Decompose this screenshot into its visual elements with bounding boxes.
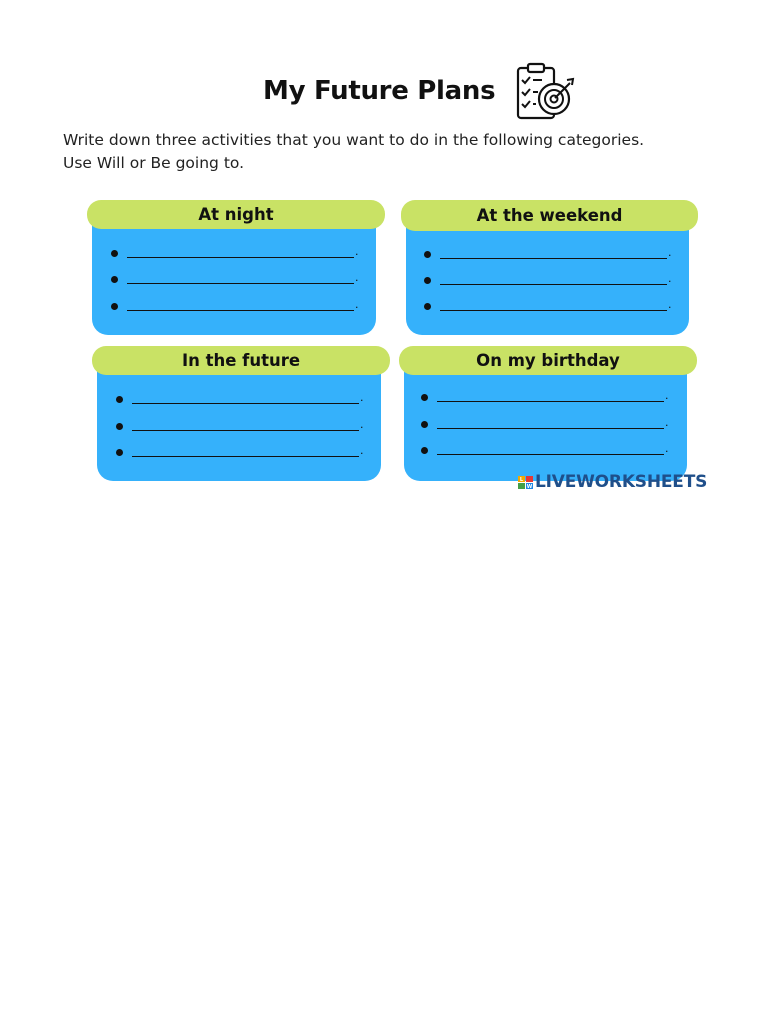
line-period: .	[355, 245, 359, 258]
bullet-icon	[116, 423, 123, 430]
answer-blank[interactable]	[437, 428, 664, 429]
card-at-the-weekend	[401, 200, 698, 336]
bullet-icon	[116, 449, 123, 456]
answer-blank[interactable]	[127, 257, 354, 258]
answer-blank[interactable]	[132, 456, 359, 457]
line-period: .	[668, 272, 672, 285]
card-header	[401, 200, 698, 231]
card-header	[92, 346, 390, 375]
instructions	[63, 129, 723, 175]
answer-line[interactable]	[424, 248, 674, 262]
answer-line[interactable]	[424, 300, 674, 314]
title-row	[0, 62, 768, 126]
card-label: In the future	[181, 351, 301, 370]
card-on-my-birthday	[399, 346, 697, 482]
watermark-text: LIVEWORKSHEETS	[535, 472, 708, 492]
line-period: .	[665, 389, 669, 402]
card-header	[399, 346, 697, 375]
logo-letter-l: L	[519, 477, 524, 483]
answer-line[interactable]	[111, 300, 361, 314]
answer-blank[interactable]	[132, 403, 359, 404]
bullet-icon	[111, 250, 118, 257]
bullet-icon	[421, 421, 428, 428]
bullet-icon	[424, 277, 431, 284]
bullet-icon	[111, 303, 118, 310]
answer-blank[interactable]	[437, 401, 664, 402]
answer-blank[interactable]	[127, 283, 354, 284]
answer-blank[interactable]	[440, 284, 667, 285]
answer-blank[interactable]	[440, 258, 667, 259]
answer-line[interactable]	[421, 444, 671, 458]
line-period: .	[668, 298, 672, 311]
answer-blank[interactable]	[437, 454, 664, 455]
answer-blank[interactable]	[440, 310, 667, 311]
answer-line[interactable]	[111, 247, 361, 261]
line-period: .	[665, 442, 669, 455]
answer-line[interactable]	[111, 273, 361, 287]
card-in-the-future	[92, 346, 390, 482]
line-period: .	[360, 418, 364, 431]
bullet-icon	[421, 394, 428, 401]
answer-line[interactable]	[116, 420, 366, 434]
card-label: At the weekend	[476, 206, 623, 225]
card-label: On my birthday	[476, 351, 620, 370]
liveworksheets-logo-icon	[518, 476, 534, 490]
line-period: .	[668, 246, 672, 259]
answer-line[interactable]	[421, 418, 671, 432]
answer-line[interactable]	[424, 274, 674, 288]
card-at-night	[87, 200, 385, 336]
instructions-line-2: Use Will or Be going to.	[63, 154, 245, 172]
answer-line[interactable]	[421, 391, 671, 405]
answer-blank[interactable]	[132, 430, 359, 431]
liveworksheets-watermark	[518, 472, 728, 492]
answer-line[interactable]	[116, 393, 366, 407]
bullet-icon	[424, 303, 431, 310]
card-header	[87, 200, 385, 229]
bullet-icon	[116, 396, 123, 403]
answer-blank[interactable]	[127, 310, 354, 311]
answer-line[interactable]	[116, 446, 366, 460]
line-period: .	[360, 444, 364, 457]
line-period: .	[355, 271, 359, 284]
line-period: .	[665, 416, 669, 429]
line-period: .	[355, 298, 359, 311]
instructions-line-1: Write down three activities that you want to do in the following categories.	[63, 131, 645, 149]
line-period: .	[360, 391, 364, 404]
page-title: My Future Plans	[263, 76, 496, 106]
bullet-icon	[424, 251, 431, 258]
checklist-target-icon	[512, 62, 578, 124]
bullet-icon	[421, 447, 428, 454]
card-label: At night	[198, 205, 274, 224]
bullet-icon	[111, 276, 118, 283]
logo-letter-w: W	[526, 484, 533, 490]
